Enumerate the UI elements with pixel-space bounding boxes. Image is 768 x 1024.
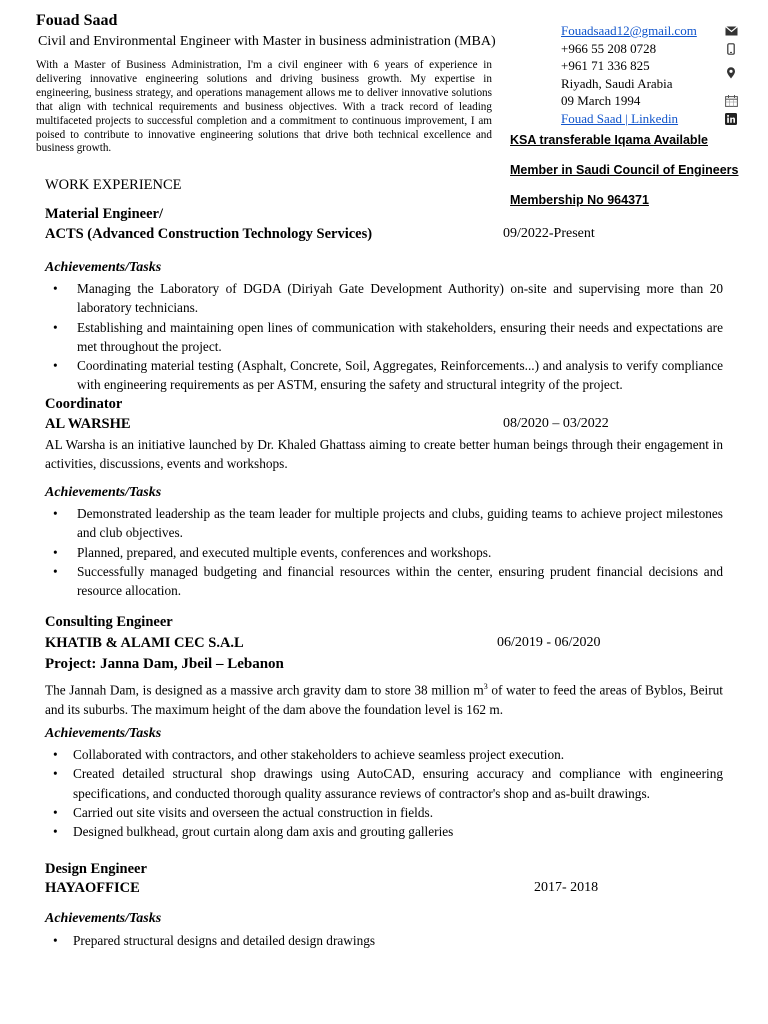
job1-title: Material Engineer/ (45, 206, 163, 222)
linkedin-link[interactable]: Fouad Saad | Linkedin (561, 110, 679, 126)
list-item: • Coordinating material testing (Asphalt, Concrete, Soil, Aggregates, Reinforcements...) and analysis to verify compliance with engineering requirements as per ASTM, ensuring the safety and structural integrity of the project. (45, 356, 723, 395)
list-item: • Carried out site visits and overseen the actual construction in fields. (45, 803, 723, 822)
list-item: • Collaborated with contractors, and other stakeholders to achieve seamless project execution. (45, 745, 723, 764)
email-link[interactable]: Fouadsaad12@gmail.com (561, 23, 697, 38)
job1-dates: 09/2022-Present (503, 226, 595, 241)
membership-note: Membership No 964371 (510, 193, 649, 207)
list-item: • Designed bulkhead, grout curtain along dam axis and grouting galleries (45, 822, 723, 841)
list-item: • Prepared structural designs and detailed design drawings (45, 931, 723, 950)
job3-achievements-label: Achievements/Tasks (45, 726, 162, 741)
council-note: Member in Saudi Council of Engineers (510, 163, 739, 177)
candidate-name: Fouad Saad (36, 12, 118, 29)
job3-project: Project: Janna Dam, Jbeil – Lebanon (45, 656, 284, 672)
iqama-note: KSA transferable Iqama Available (510, 133, 708, 147)
job2-description: AL Warsha is an initiative launched by Dr. Khaled Ghattass aiming to create better human beings through their engagement in activities, discussions, events and workshops. (45, 437, 723, 472)
job3-dates: 06/2019 - 06/2020 (497, 635, 601, 650)
calendar-icon (724, 95, 738, 107)
job4-title: Design Engineer (45, 861, 147, 877)
linkedin-icon[interactable] (724, 113, 738, 125)
job4-company: HAYAOFFICE (45, 880, 140, 896)
mail-icon (724, 25, 738, 37)
contact-location-row (561, 75, 751, 93)
job2-company: AL WARSHE (45, 416, 131, 432)
list-item: • Demonstrated leadership as the team leader for multiple projects and clubs, guiding teams to achieve project milestones and club objectives. (45, 504, 723, 543)
location-text: Riyadh, Saudi Arabia (561, 75, 673, 91)
work-experience-heading: WORK EXPERIENCE (45, 177, 182, 193)
job4-dates: 2017- 2018 (534, 880, 599, 895)
list-item: • Establishing and maintaining open lines of communication with stakeholders, ensuring their needs and expectations are met throughout the project. (45, 318, 723, 357)
list-item: • Managing the Laboratory of DGDA (Diriyah Gate Development Authority) on-site and supervising more than 20 laboratory technicians. (45, 279, 723, 318)
job3-bullets (45, 745, 723, 841)
credentials-notes (510, 131, 739, 221)
job2-bullets (45, 504, 723, 600)
job4-achievements-label: Achievements/Tasks (45, 911, 162, 926)
birth-date: 09 March 1994 (561, 93, 641, 108)
list-item: • Successfully managed budgeting and financial resources within the center, ensuring prudent financial decisions and resource allocation. (45, 562, 723, 601)
list-item: • Planned, prepared, and executed multiple events, conferences and workshops. (45, 543, 723, 562)
job2-title: Coordinator (45, 396, 123, 412)
job1-company: ACTS (Advanced Construction Technology Services) (45, 226, 373, 242)
contact-phone1-row (561, 40, 751, 58)
profile-summary: With a Master of Business Administration, I'm a civil engineer with 6 years of experience in delivering innovative engineering solutions and driving business growth. My expertise in engineering, business strategy, and operations management allows me to deliver innovative solutions that align with technical requirements and business objectives. With a track record of leading multifaceted projects to successful completion and a commitment to continuous improvement, I am poised to contribute to innovative engineering solutions that drive both technical excellence and business growth. (36, 59, 492, 155)
job2-dates: 08/2020 – 03/2022 (503, 416, 609, 431)
contact-block (561, 22, 751, 127)
contact-email-row (561, 22, 751, 40)
job4-bullets (45, 931, 723, 950)
job1-bullets (45, 279, 723, 395)
phone-icon (724, 43, 738, 55)
contact-dob-row (561, 92, 751, 110)
location-icon (724, 67, 738, 79)
phone-primary: +966 55 208 0728 (561, 40, 657, 56)
contact-linkedin-row (561, 110, 751, 128)
contact-phone2-row (561, 57, 751, 75)
job3-company: KHATIB & ALAMI CEC S.A.L (45, 635, 244, 651)
candidate-subtitle: Civil and Environmental Engineer with Master in business administration (MBA) (38, 34, 496, 49)
job1-achievements-label: Achievements/Tasks (45, 260, 162, 275)
list-item: • Created detailed structural shop drawings using AutoCAD, ensuring accuracy and compliance with engineering specifications, and conducted thorough quality assurance reviews of contractor's shop and as-built drawings. (45, 764, 723, 803)
job3-description: The Jannah Dam, is designed as a massive arch gravity dam to store 38 million $m^3$ of water to feed the areas of Byblos, Beirut and its suburbs. The maximum height of the dam above the foundation level is 162 m. (45, 682, 724, 717)
job3-title: Consulting Engineer (45, 614, 173, 630)
job2-achievements-label: Achievements/Tasks (45, 485, 162, 500)
phone-secondary: +961 71 336 825 (561, 58, 650, 73)
